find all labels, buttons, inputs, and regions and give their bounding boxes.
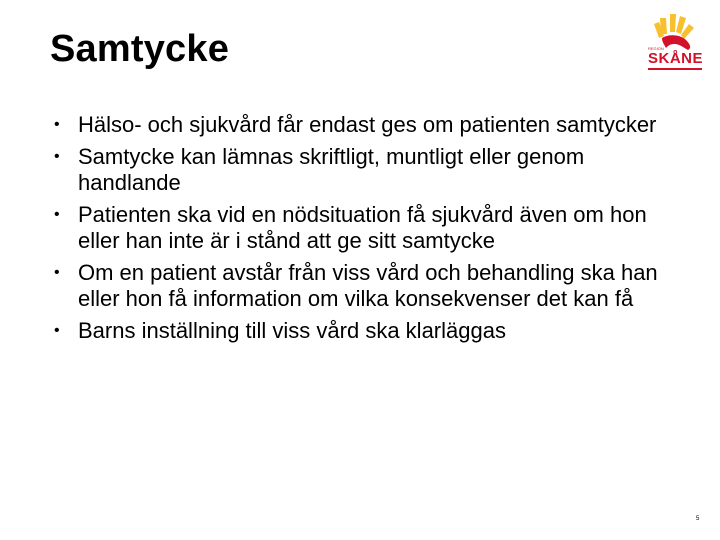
bullet-icon: • bbox=[54, 116, 60, 133]
bullet-text: Patienten ska vid en nödsituation få sjukvård även om hon eller han inte är i stånd att ge sitt samtycke bbox=[78, 202, 647, 253]
bullet-icon: • bbox=[54, 148, 60, 165]
bullet-item bbox=[50, 144, 690, 196]
slide-title: Samtycke bbox=[50, 28, 230, 70]
logo-underline bbox=[648, 68, 702, 70]
bullet-text: Barns inställning till viss vård ska klarläggas bbox=[78, 318, 506, 343]
bullet-item bbox=[50, 202, 690, 254]
bullet-icon: • bbox=[54, 206, 60, 223]
logo-skane-text: SKÅNE bbox=[648, 50, 704, 67]
bullet-icon: • bbox=[54, 264, 60, 281]
bullet-icon: • bbox=[54, 322, 60, 339]
bullet-list bbox=[50, 112, 690, 350]
bullet-text: Om en patient avstår från viss vård och behandling ska han eller hon få information om vilka konsekvenser det kan få bbox=[78, 260, 658, 311]
bullet-item bbox=[50, 112, 690, 138]
logo-region-text: REGION bbox=[648, 46, 664, 51]
bullet-item bbox=[50, 318, 690, 344]
bullet-text: Hälso- och sjukvård får endast ges om patienten samtycker bbox=[78, 112, 657, 137]
bullet-item bbox=[50, 260, 690, 312]
bullet-text: Samtycke kan lämnas skriftligt, muntligt eller genom handlande bbox=[78, 144, 585, 195]
page-number: 5 bbox=[696, 516, 700, 522]
